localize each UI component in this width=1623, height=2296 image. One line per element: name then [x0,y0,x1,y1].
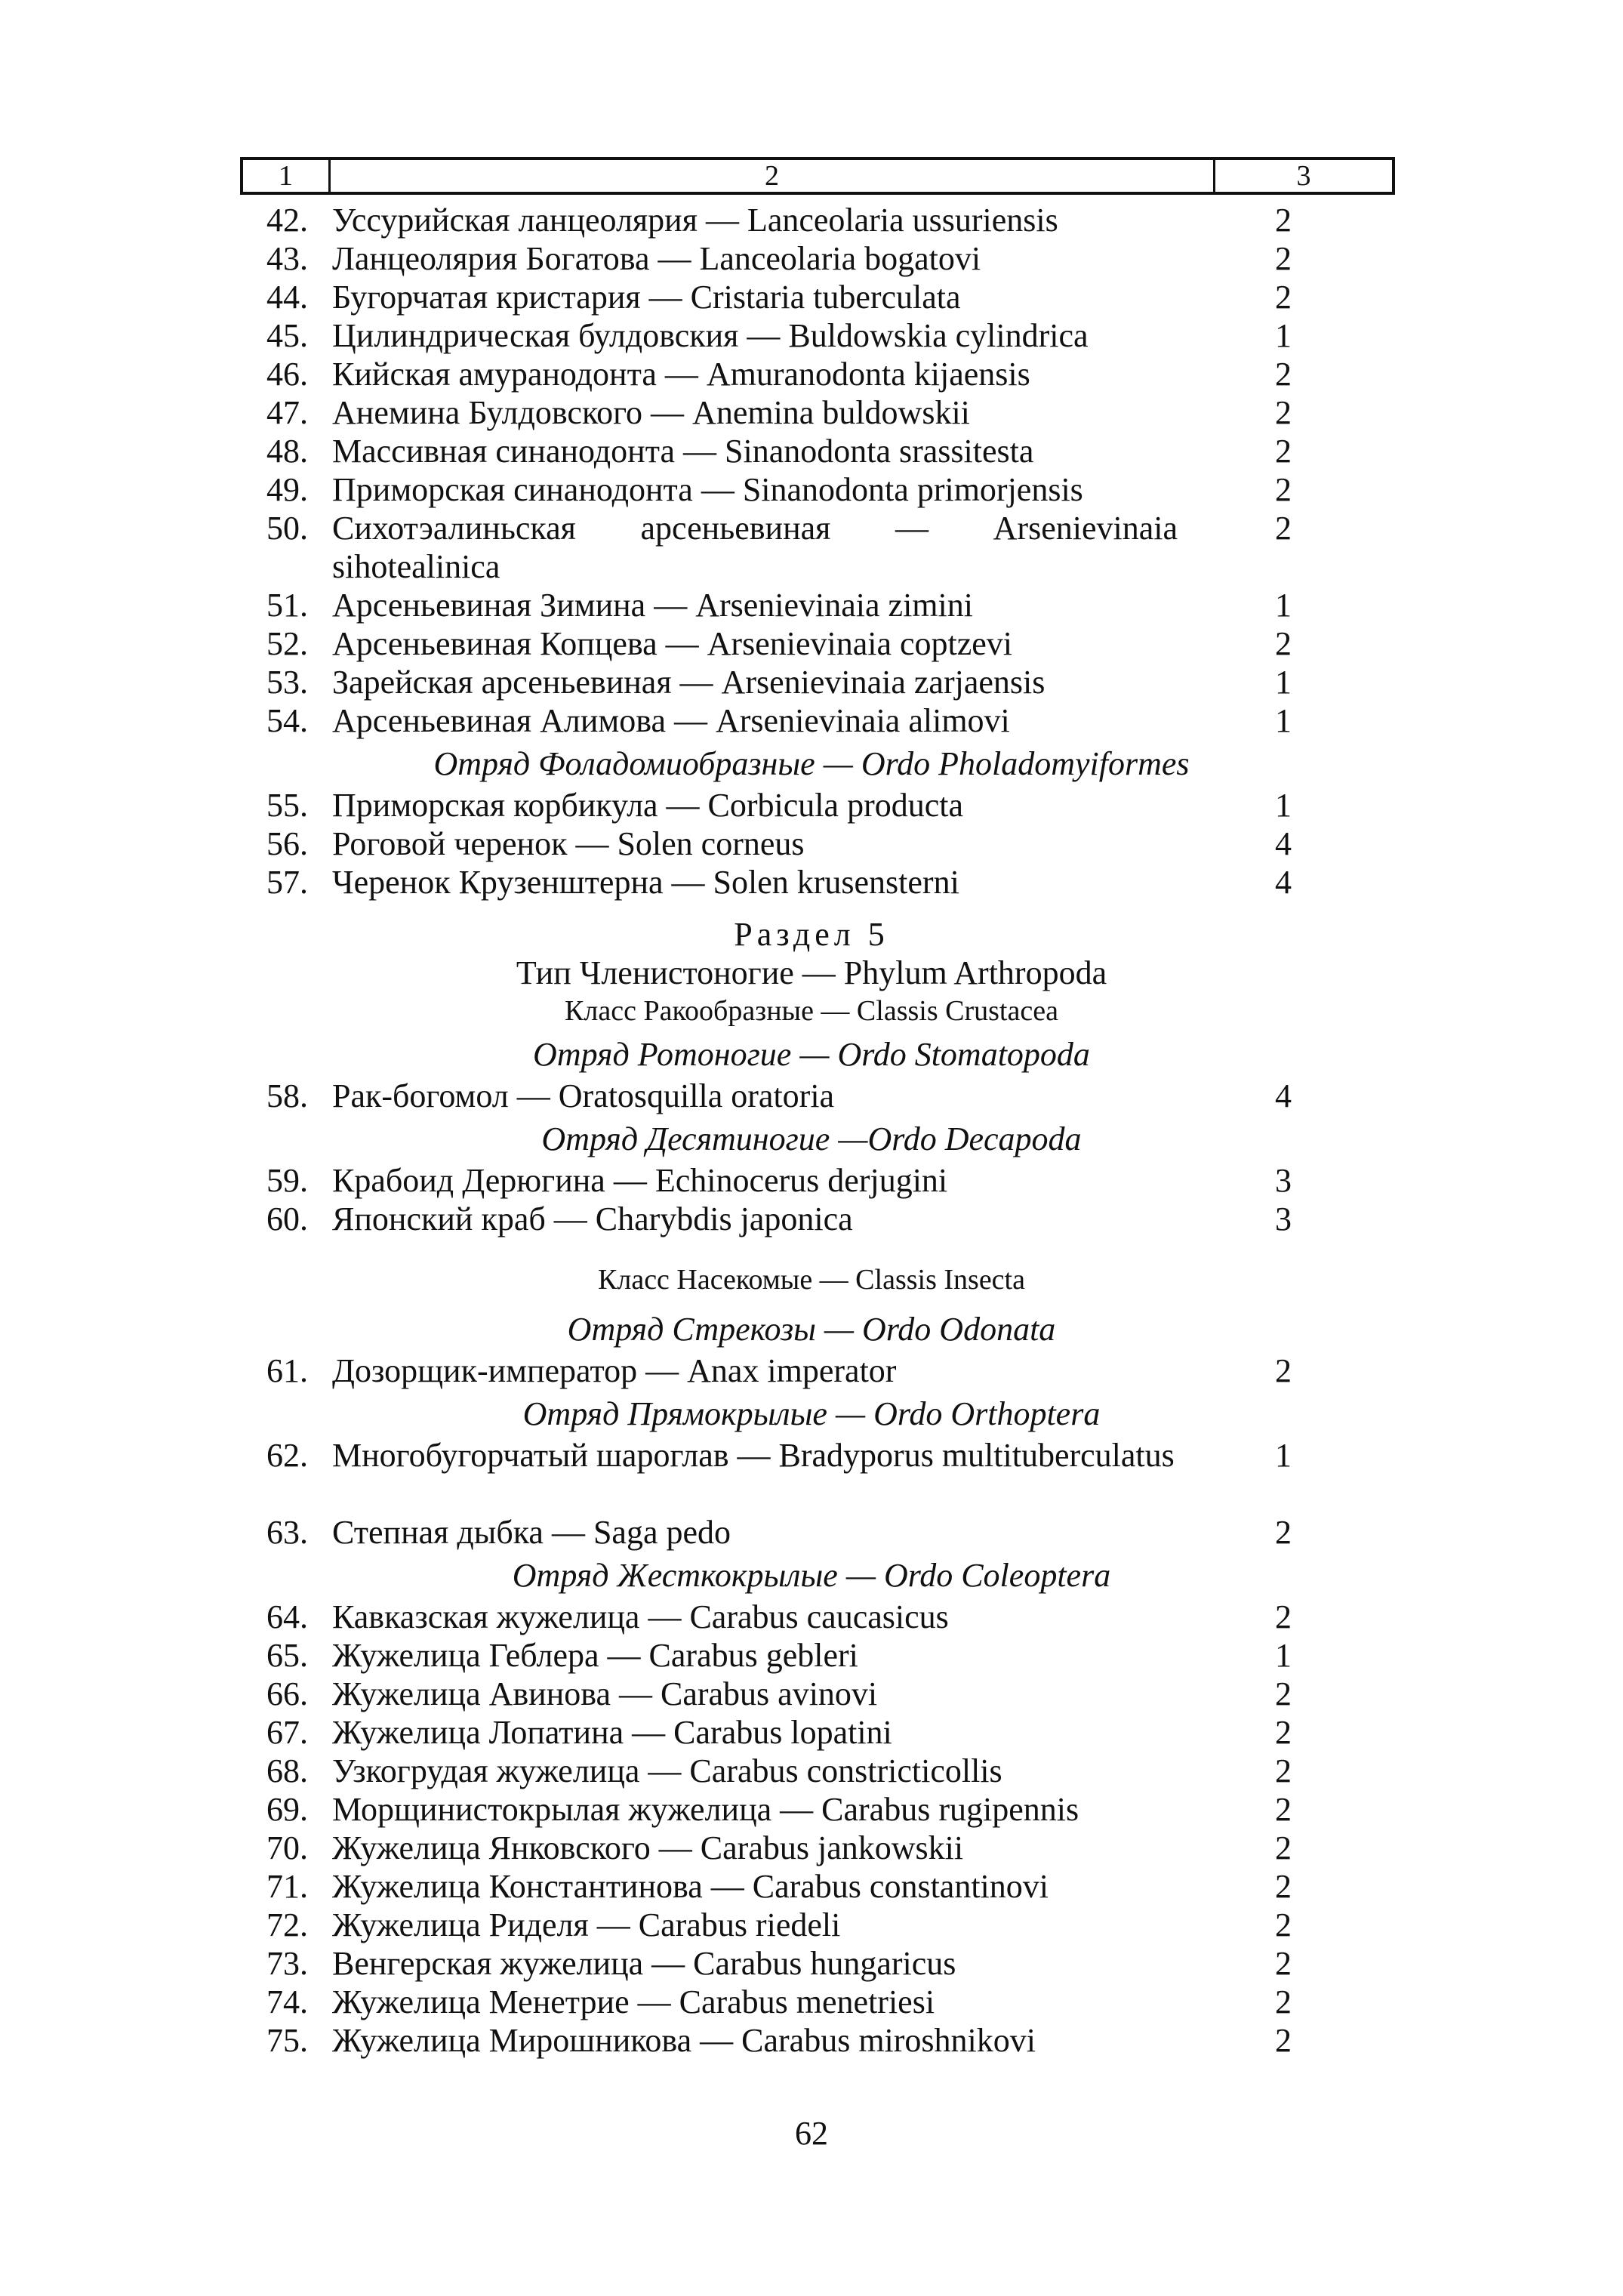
table-row [0,1351,1623,1390]
status-category: 2 [1275,1752,1292,1789]
order-heading: Отряд Стрекозы — Ordo Odonata [567,1311,1056,1348]
status-category: 2 [1275,1983,1292,2020]
row-number: 55. [266,787,308,824]
class-heading: Класс Насекомые — Classis Insecta [598,1264,1025,1296]
row-number: 42. [266,202,308,239]
species-name: Жужелица Лопатина — Carabus lopatini [332,1714,892,1751]
species-name: Массивная синанодонта — Sinanodonta srassitesta [332,433,1034,470]
page-number: 62 [795,2115,828,2152]
table-row [0,1077,1623,1115]
order-heading: Отряд Жесткокрылые — Ordo Coleoptera [512,1557,1111,1594]
status-category: 2 [1275,240,1292,277]
row-number: 71. [266,1868,308,1905]
table-row [0,786,1623,824]
species-name: Арсеньевиная Алимова — Arsenievinaia alimovi [332,702,1010,739]
species-name: Уссурийская ланцеолярия — Lanceolaria ussuriensis [332,202,1058,239]
order-heading: Отряд Фоладомиобразные — Ordo Pholadomyiformes [433,745,1190,782]
table-row [0,1713,1623,1752]
status-category: 2 [1275,1598,1292,1635]
row-number: 66. [266,1675,308,1712]
row-number: 63. [266,1514,308,1551]
table-row [0,1200,1623,1238]
status-category: 2 [1275,1514,1292,1551]
status-category: 4 [1275,825,1292,862]
row-number: 49. [266,471,308,508]
status-category: 2 [1275,356,1292,393]
table-row [0,1790,1623,1829]
row-number: 64. [266,1598,308,1635]
header-col-2: 2 [331,160,1215,192]
status-category: 2 [1275,1352,1292,1389]
row-number: 54. [266,702,308,739]
species-name: Бугорчатая кристария — Cristaria tuberculata [332,279,961,316]
status-category: 2 [1275,471,1292,508]
table-row [0,316,1623,355]
table-row [0,393,1623,432]
table-row [0,1161,1623,1200]
row-number: 58. [266,1077,308,1114]
table-row [0,586,1623,624]
row-number: 56. [266,825,308,862]
table-row [0,1983,1623,2021]
status-category: 2 [1275,1906,1292,1943]
species-name: Жужелица Риделя — Carabus riedeli [332,1906,841,1943]
phylum-heading: Тип Членистоногие — Phylum Arthropoda [516,954,1107,991]
table-row [0,432,1623,470]
part-heading: Раздел 5 [734,916,889,953]
row-number: 48. [266,433,308,470]
table-row [0,863,1623,901]
status-category: 2 [1275,1714,1292,1751]
row-number: 69. [266,1791,308,1828]
status-category: 1 [1275,702,1292,739]
status-category: 2 [1275,1675,1292,1712]
status-category: 1 [1275,1637,1292,1674]
status-category: 4 [1275,1077,1292,1114]
species-name: Черенок Крузенштерна — Solen krusensterni [332,864,959,901]
species-name: Зарейская арсеньевиная — Arsenievinaia zarjaensis [332,664,1046,701]
species-name: Цилиндрическая булдовския — Buldowskia cylindrica [332,317,1089,354]
row-number: 46. [266,356,308,393]
status-category: 2 [1275,433,1292,470]
status-category: 2 [1275,202,1292,239]
row-number: 75. [266,2022,308,2059]
species-name: Сихотэалиньская арсеньевиная — Arsenievinaia sihotealinica [332,510,1178,585]
species-name: Дозорщик-император — Anax imperator [332,1352,897,1389]
species-name: Анемина Булдовского — Anemina buldowskii [332,394,970,431]
table-row [0,201,1623,239]
status-category: 2 [1275,279,1292,316]
species-name: Приморская синанодонта — Sinanodonta primorjensis [332,471,1083,508]
table-row [0,355,1623,393]
row-number: 65. [266,1637,308,1674]
row-number: 53. [266,664,308,701]
order-heading: Отряд Десятиногие —Ordo Decapoda [541,1120,1082,1157]
table-row [0,239,1623,278]
table-row [0,2021,1623,2060]
status-category: 2 [1275,1791,1292,1828]
table-row [0,509,1623,586]
table-row [0,701,1623,740]
table-row [0,624,1623,663]
table-row [0,1636,1623,1675]
status-category: 2 [1275,1829,1292,1866]
table-row [0,470,1623,509]
table-row [0,1513,1623,1552]
row-number: 59. [266,1162,308,1199]
table-row [0,663,1623,701]
row-number: 47. [266,394,308,431]
row-number: 72. [266,1906,308,1943]
table-row [0,824,1623,863]
row-number: 68. [266,1752,308,1789]
order-heading: Отряд Прямокрылые — Ordo Orthoptera [522,1395,1101,1432]
species-name: Рак-богомол — Oratosquilla oratoria [332,1077,835,1114]
species-name: Арсеньевиная Зимина — Arsenievinaia zimini [332,587,973,624]
table-row [0,278,1623,316]
row-number: 73. [266,1945,308,1982]
status-category: 2 [1275,394,1292,431]
status-category: 1 [1275,787,1292,824]
status-category: 3 [1275,1162,1292,1199]
species-name: Жужелица Янковского — Carabus jankowskii [332,1829,964,1866]
status-category: 3 [1275,1200,1292,1237]
species-name: Кавказская жужелица — Carabus caucasicus [332,1598,949,1635]
species-name: Ланцеолярия Богатова — Lanceolaria bogatovi [332,240,981,277]
species-name: Жужелица Геблера — Carabus gebleri [332,1637,858,1674]
table-row [0,1906,1623,1944]
status-category: 2 [1275,1945,1292,1982]
row-number: 74. [266,1983,308,2020]
species-name: Роговой черенок — Solen corneus [332,825,805,862]
row-number: 61. [266,1352,308,1389]
species-name: Многобугорчатый шароглав — Bradyporus multituberculatus [332,1437,1175,1474]
row-number: 57. [266,864,308,901]
species-name: Арсеньевиная Копцева — Arsenievinaia coptzevi [332,625,1013,662]
row-number: 52. [266,625,308,662]
species-name: Жужелица Константинова — Carabus constantinovi [332,1868,1049,1905]
species-name: Кийская амуранодонта — Amuranodonta kijaensis [332,356,1030,393]
status-category: 1 [1275,587,1292,624]
row-number: 44. [266,279,308,316]
table-row [0,1944,1623,1983]
table-row [0,1752,1623,1790]
row-number: 51. [266,587,308,624]
row-number: 43. [266,240,308,277]
order-heading: Отряд Ротоногие — Ordo Stomatopoda [533,1036,1090,1073]
species-name: Жужелица Менетрие — Carabus menetriesi [332,1983,935,2020]
row-number: 62. [266,1437,308,1474]
species-name: Японский краб — Charybdis japonica [332,1200,853,1237]
table-row [0,1829,1623,1867]
species-name: Жужелица Мирошникова — Carabus miroshnikovi [332,2022,1036,2059]
status-category: 2 [1275,625,1292,662]
row-number: 70. [266,1829,308,1866]
table-body [0,201,1623,2060]
status-category: 1 [1275,664,1292,701]
species-name: Крабоид Дерюгина — Echinocerus derjugini [332,1162,948,1199]
class-heading: Класс Ракообразные — Classis Crustacea [565,995,1058,1027]
table-row [0,1675,1623,1713]
row-number: 60. [266,1200,308,1237]
table-row [0,1436,1623,1513]
status-category: 2 [1275,510,1292,547]
species-name: Узкогрудая жужелица — Carabus constricticollis [332,1752,1002,1789]
species-name: Степная дыбка — Saga pedo [332,1514,731,1551]
header-col-1: 1 [243,160,331,192]
row-number: 67. [266,1714,308,1751]
table-header [240,157,1395,195]
species-name: Венгерская жужелица — Carabus hungaricus [332,1945,956,1982]
species-name: Приморская корбикула — Corbicula producta [332,787,963,824]
species-name: Морщинистокрылая жужелица — Carabus rugipennis [332,1791,1079,1828]
row-number: 45. [266,317,308,354]
row-number: 50. [266,510,308,547]
table-row [0,1598,1623,1636]
status-category: 1 [1275,1437,1292,1474]
status-category: 1 [1275,317,1292,354]
status-category: 2 [1275,1868,1292,1905]
status-category: 2 [1275,2022,1292,2059]
header-col-3: 3 [1296,160,1311,192]
status-category: 4 [1275,864,1292,901]
species-name: Жужелица Авинова — Carabus avinovi [332,1675,878,1712]
table-row [0,1867,1623,1906]
